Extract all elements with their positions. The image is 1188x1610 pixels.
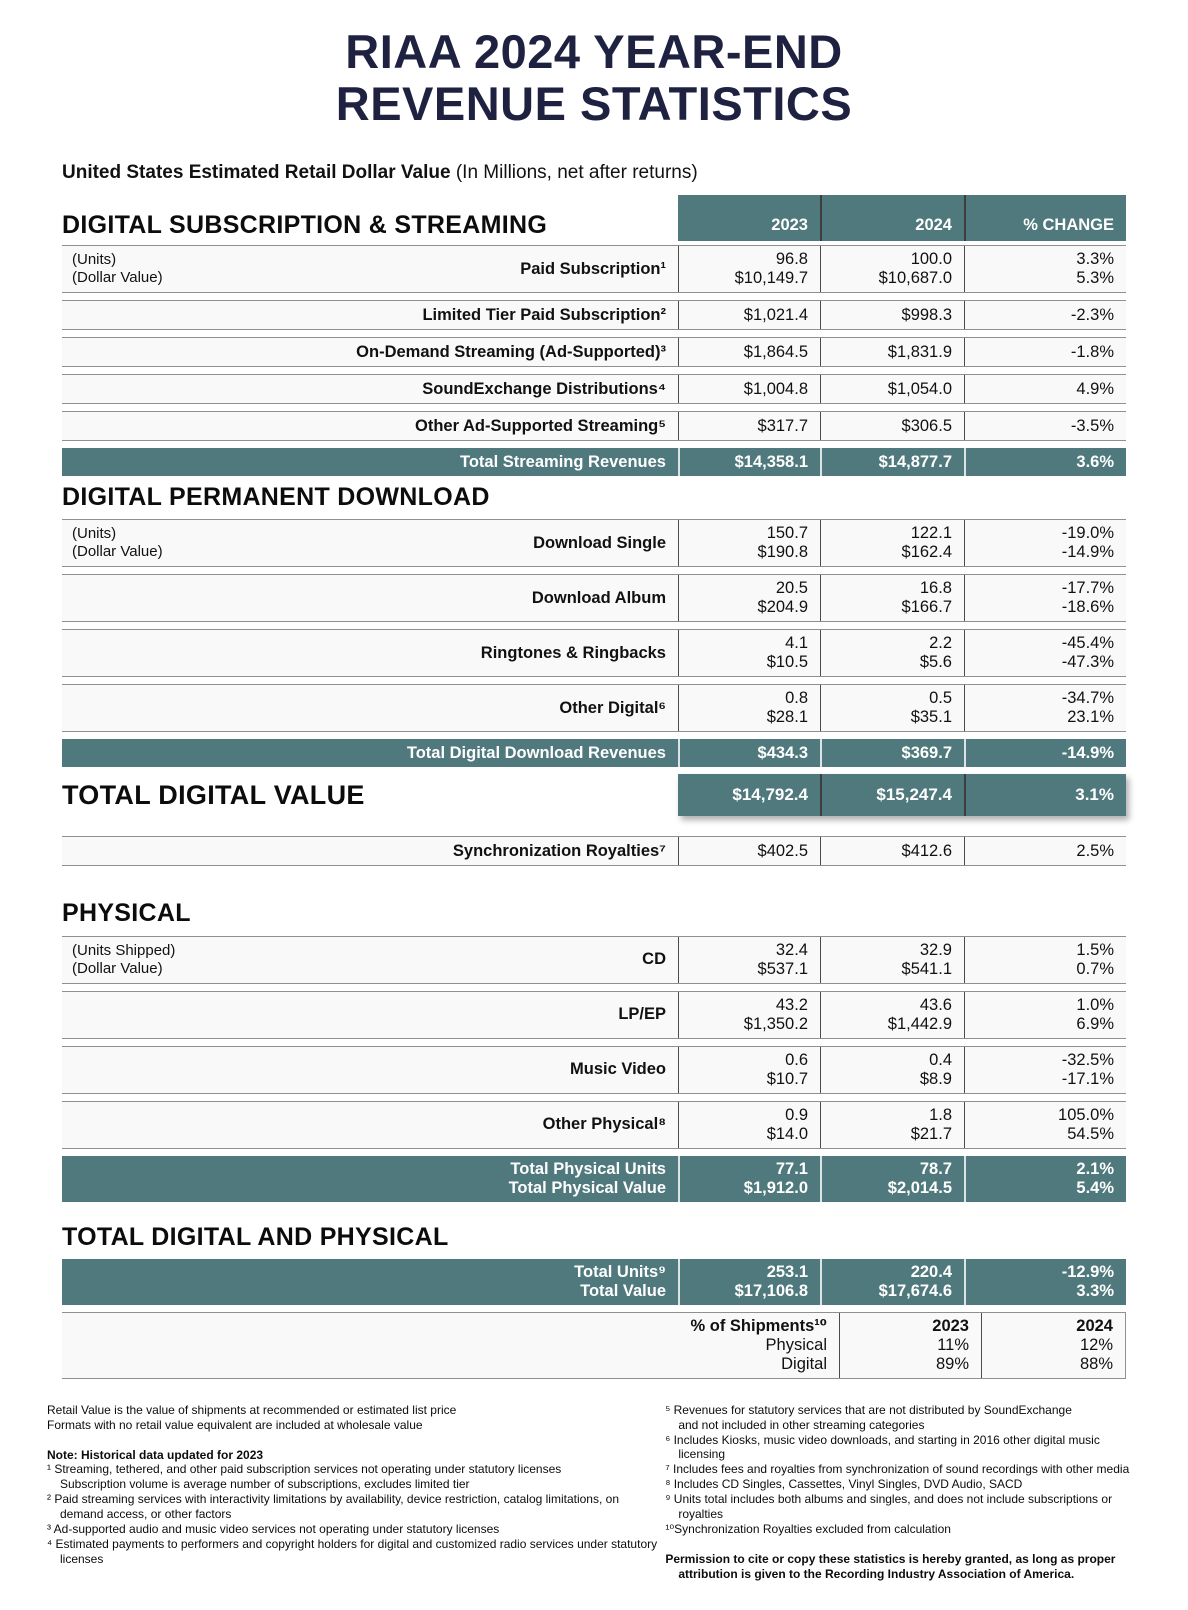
value-line: $1,021.4 (743, 305, 808, 324)
value-line: $541.1 (901, 959, 952, 978)
row-label: Limited Tier Paid Subscription² (422, 305, 666, 324)
value-line: $10,149.7 (734, 269, 808, 288)
value-line: 88% (1079, 1354, 1113, 1373)
value-line: $166.7 (901, 598, 952, 617)
value-line: $1,912.0 (743, 1178, 808, 1197)
column-header-2024 (820, 195, 964, 241)
value-line: $10,687.0 (878, 269, 952, 288)
value-line: 0.4 (929, 1050, 952, 1069)
value-cell-2024 (820, 246, 964, 292)
value-line: -47.3% (1061, 653, 1114, 672)
footnote: ⁹ Units total includes both albums and singles, and does not include subscriptions or royalties (665, 1492, 1113, 1521)
row-label: Ringtones & Ringbacks (480, 643, 666, 662)
value-cell-change (964, 301, 1126, 329)
value-cell-2024 (820, 375, 964, 403)
value-line: -32.5% (1061, 1050, 1114, 1069)
row-label-cell (62, 1313, 839, 1378)
value-line: $402.5 (757, 841, 808, 860)
row-label-cell (62, 685, 678, 731)
table-row (62, 519, 1126, 567)
value-line: 20.5 (775, 579, 808, 598)
subtitle-note: (In Millions, net after returns) (450, 162, 698, 184)
row-label: Digital (781, 1354, 827, 1373)
value-line: -14.9% (1061, 543, 1114, 562)
value-line: $1,350.2 (743, 1014, 808, 1033)
value-cell-2023 (678, 937, 820, 983)
column-header-2023 (678, 195, 820, 241)
value-line: -18.6% (1061, 598, 1114, 617)
section-heading: PHYSICAL (62, 899, 191, 928)
table-row (62, 936, 1126, 984)
value-cell-2024 (820, 448, 964, 476)
value-line: 105.0% (1058, 1105, 1114, 1124)
units-note-line: (Units) (72, 525, 117, 543)
value-cell-2024 (820, 630, 964, 676)
footnote: ⁴ Estimated payments to performers and copyright holders for digital and customized radio services under statutory licenses (47, 1536, 658, 1566)
value-cell-2023 (678, 338, 820, 366)
row-label-cell (62, 338, 678, 366)
value-line: 100.0 (910, 250, 952, 269)
row-label: SoundExchange Distributions⁴ (422, 379, 666, 398)
value-line: $8.9 (919, 1069, 952, 1088)
footnote: ³ Ad-supported audio and music video services not operating under statutory licenses (47, 1521, 500, 1536)
value-line: 220.4 (910, 1262, 952, 1281)
value-line: $369.7 (901, 743, 952, 762)
table-row (62, 245, 1126, 293)
footnote: Subscription volume is average number of subscriptions, excludes limited tier (60, 1477, 470, 1492)
row-label: Total Physical Value (508, 1178, 666, 1197)
value-cell-change (964, 1047, 1126, 1093)
value-line: 0.6 (785, 1050, 808, 1069)
row-label-cell (62, 1259, 678, 1305)
value-line: $10.7 (766, 1069, 808, 1088)
value-line: $434.3 (757, 743, 808, 762)
riaa-year-end-report (0, 26, 1188, 1610)
footnote: ¹⁰Synchronization Royalties excluded from calculation (665, 1521, 951, 1536)
value-line: $5.6 (919, 653, 952, 672)
value-cell-change (964, 520, 1126, 566)
footnote: ⁶ Includes Kiosks, music video downloads, and starting in 2016 other digital music licensing (665, 1432, 1100, 1462)
footnotes-left-column (47, 1403, 657, 1582)
units-note (72, 525, 163, 561)
value-line: 16.8 (919, 579, 952, 598)
value-cell-2023 (678, 575, 820, 621)
table-row (62, 374, 1126, 404)
table-row (62, 411, 1126, 441)
value-cell-2024 (820, 685, 964, 731)
value-cell-2024 (820, 1047, 964, 1093)
value-line: -17.7% (1061, 579, 1114, 598)
row-label: Physical (765, 1335, 827, 1354)
value-cell-change (964, 1156, 1126, 1202)
row-label-cell (62, 992, 678, 1038)
units-note-line: (Dollar Value) (72, 959, 163, 977)
value-cell-change (964, 375, 1126, 403)
value-line: 32.9 (919, 940, 952, 959)
grand-total-band (62, 774, 1126, 816)
value-line: $204.9 (757, 598, 808, 617)
row-label: Other Digital⁶ (559, 698, 666, 717)
row-label: LP/EP (618, 1005, 666, 1024)
footnote: ⁷ Includes fees and royalties from synchronization of sound recordings with other media (665, 1462, 1130, 1477)
value-line: $1,442.9 (887, 1014, 952, 1033)
value-line: 32.4 (775, 940, 808, 959)
row-label: Total Units⁹ (574, 1262, 666, 1281)
value-line: -1.8% (1070, 342, 1114, 361)
value-line: 4.1 (785, 634, 808, 653)
section-heading: DIGITAL PERMANENT DOWNLOAD (62, 483, 490, 512)
value-line: $14,358.1 (734, 452, 808, 471)
value-line: -2.3% (1070, 305, 1114, 324)
row-label: Synchronization Royalties⁷ (452, 841, 666, 860)
value-line: $190.8 (757, 543, 808, 562)
value-line: 43.2 (775, 995, 808, 1014)
units-note-line: (Units Shipped) (72, 941, 176, 959)
value-line: 23.1% (1067, 708, 1114, 727)
value-line: -12.9% (1061, 1262, 1114, 1281)
synchronization-royalties-row (62, 836, 1126, 866)
value-line: 54.5% (1067, 1124, 1114, 1143)
value-cell-change (964, 1259, 1126, 1305)
column-header-label: 2024 (915, 216, 952, 235)
value-line: $162.4 (901, 543, 952, 562)
row-label: Download Album (531, 588, 666, 607)
column-header-label: 2023 (771, 216, 808, 235)
value-cell-change (964, 246, 1126, 292)
units-note-line: (Units) (72, 251, 117, 269)
total-row (62, 448, 1126, 476)
value-cell-2024 (820, 937, 964, 983)
value-line: $28.1 (766, 708, 808, 727)
column-header-label: % CHANGE (1023, 216, 1114, 235)
value-line: 2.5% (1076, 841, 1114, 860)
row-label-cell (62, 448, 678, 476)
value-cell-2024 (820, 412, 964, 440)
grand-total-cells (678, 774, 1126, 816)
footnote: Retail Value is the value of shipments at recommended or estimated list price (47, 1402, 457, 1417)
value-cell-change (964, 412, 1126, 440)
grand-total-value-change: 3.1% (964, 774, 1126, 816)
value-cell-2024 (820, 739, 964, 767)
value-line: 6.9% (1076, 1014, 1114, 1033)
row-label-cell (62, 937, 678, 983)
value-line: 2.2 (929, 634, 952, 653)
value-line: 12% (1079, 1335, 1113, 1354)
value-cell-2023 (678, 448, 820, 476)
value-line: $17,674.6 (878, 1281, 952, 1300)
row-label-cell (62, 630, 678, 676)
value-cell-2024 (820, 837, 964, 865)
value-line: -14.9% (1061, 743, 1114, 762)
value-cell-2023 (678, 992, 820, 1038)
value-cell-change (964, 1102, 1126, 1148)
row-label: Download Single (533, 533, 666, 552)
value-line: 89% (935, 1354, 969, 1373)
column-headers (678, 195, 1126, 241)
value-line: -34.7% (1061, 689, 1114, 708)
row-label: Total Value (580, 1281, 666, 1300)
row-label: Other Physical⁸ (542, 1115, 666, 1134)
value-line: 2023 (932, 1316, 969, 1335)
value-cell-change (964, 575, 1126, 621)
row-label: On-Demand Streaming (Ad-Supported)³ (356, 342, 666, 361)
table-row (62, 684, 1126, 732)
row-label: Total Digital Download Revenues (406, 743, 666, 762)
row-label: Total Physical Units (510, 1159, 666, 1178)
value-cell-2024 (820, 1102, 964, 1148)
value-line: 43.6 (919, 995, 952, 1014)
value-cell-change (964, 685, 1126, 731)
table-row (62, 300, 1126, 330)
value-line: $306.5 (901, 416, 952, 435)
footnote: ¹ Streaming, tethered, and other paid subscription services not operating under statutory licenses (47, 1462, 562, 1477)
value-cell-2024 (820, 338, 964, 366)
units-note (72, 251, 163, 287)
value-cell-2023 (678, 520, 820, 566)
row-label-cell (62, 575, 678, 621)
value-cell-2023 (678, 837, 820, 865)
title-line-1: RIAA 2024 YEAR-END (345, 25, 843, 78)
value-line: 122.1 (910, 524, 952, 543)
value-cell-2024 (981, 1313, 1125, 1378)
value-line: 253.1 (766, 1262, 808, 1281)
value-line: $35.1 (910, 708, 952, 727)
value-line: $998.3 (901, 305, 952, 324)
row-label-cell (62, 1102, 678, 1148)
value-line: 1.5% (1076, 940, 1114, 959)
section-heading: TOTAL DIGITAL AND PHYSICAL (62, 1222, 449, 1251)
footnote: ² Paid streaming services with interactivity limitations by availability, device restriction, catalog limitations, on demand access, or other factors (47, 1492, 619, 1522)
units-note-line: (Dollar Value) (72, 543, 163, 561)
row-label: Paid Subscription¹ (520, 259, 666, 278)
row-label-cell (62, 1156, 678, 1202)
footnote: ⁵ Revenues for statutory services that are not distributed by SoundExchange (665, 1402, 1072, 1417)
value-cell-change (964, 448, 1126, 476)
value-cell-change (964, 630, 1126, 676)
grand-total-row (62, 1259, 1126, 1305)
value-line: 0.7% (1076, 959, 1114, 978)
value-cell-2023 (678, 1047, 820, 1093)
value-line: 1.8 (929, 1105, 952, 1124)
value-cell-2024 (820, 1259, 964, 1305)
row-label-cell (62, 412, 678, 440)
table-row (62, 337, 1126, 367)
value-line: $317.7 (757, 416, 808, 435)
value-line: $537.1 (757, 959, 808, 978)
value-cell-2023 (678, 1156, 820, 1202)
row-label-cell (62, 837, 678, 865)
section-header (62, 484, 1126, 513)
grand-total-heading: TOTAL DIGITAL VALUE (62, 779, 365, 810)
value-line: 78.7 (919, 1159, 952, 1178)
grand-total-value-2023: $14,792.4 (678, 774, 820, 816)
value-cell-2023 (678, 375, 820, 403)
value-line: 5.3% (1076, 269, 1114, 288)
footnote: ⁸ Includes CD Singles, Cassettes, Vinyl Singles, DVD Audio, SACD (665, 1477, 1023, 1492)
value-cell-2023 (678, 630, 820, 676)
value-line: 5.4% (1076, 1178, 1114, 1197)
value-line: $21.7 (910, 1124, 952, 1143)
value-cell-2023 (678, 1102, 820, 1148)
value-line: -19.0% (1061, 524, 1114, 543)
value-line: 0.5 (929, 689, 952, 708)
value-line: 3.3% (1076, 250, 1114, 269)
value-line: 3.3% (1076, 1281, 1114, 1300)
value-line: $14,877.7 (878, 452, 952, 471)
row-label-cell (62, 246, 678, 292)
value-cell-2023 (678, 301, 820, 329)
section-header (62, 900, 1126, 929)
row-label-cell (62, 1047, 678, 1093)
section-heading: DIGITAL SUBSCRIPTION & STREAMING (62, 210, 548, 239)
table-row (62, 991, 1126, 1039)
value-line: -17.1% (1061, 1069, 1114, 1088)
row-label: % of Shipments¹⁰ (690, 1316, 827, 1335)
value-line: $10.5 (766, 653, 808, 672)
row-label: Other Ad-Supported Streaming⁵ (415, 416, 666, 435)
value-cell-2024 (820, 301, 964, 329)
value-line: 0.9 (785, 1105, 808, 1124)
value-line: 3.6% (1076, 452, 1114, 471)
value-line: 77.1 (775, 1159, 808, 1178)
value-cell-change (964, 739, 1126, 767)
footnote: Permission to cite or copy these statistics is hereby granted, as long as proper attribution is given to the Recording Industry Association of America. (665, 1551, 1116, 1581)
total-row (62, 1156, 1126, 1202)
footnotes-right-column (665, 1403, 1148, 1582)
value-line: 1.0% (1076, 995, 1114, 1014)
statistics-table (62, 195, 1126, 1379)
row-label: Total Streaming Revenues (459, 452, 666, 471)
value-cell-2023 (839, 1313, 981, 1378)
column-header-change (964, 195, 1126, 241)
table-row (62, 1101, 1126, 1149)
section-header (62, 1224, 1126, 1253)
row-label-cell (62, 375, 678, 403)
row-label: Music Video (570, 1060, 666, 1079)
units-note (72, 942, 175, 978)
value-line: $2,014.5 (887, 1178, 952, 1197)
subtitle (62, 162, 1188, 185)
row-label-cell (62, 520, 678, 566)
value-cell-2023 (678, 412, 820, 440)
row-label-cell (62, 301, 678, 329)
value-cell-2024 (820, 575, 964, 621)
value-line: 2.1% (1076, 1159, 1114, 1178)
value-line: -45.4% (1061, 634, 1114, 653)
grand-total-value-2024: $15,247.4 (820, 774, 964, 816)
value-line: 4.9% (1076, 379, 1114, 398)
value-cell-2023 (678, 1259, 820, 1305)
value-cell-change (964, 937, 1126, 983)
value-line: 0.8 (785, 689, 808, 708)
value-line: $1,864.5 (743, 342, 808, 361)
units-note-line: (Dollar Value) (72, 269, 163, 287)
value-line: $14.0 (766, 1124, 808, 1143)
section-header (62, 195, 1126, 241)
table-row (62, 574, 1126, 622)
value-cell-change (964, 992, 1126, 1038)
value-line: 2024 (1076, 1316, 1113, 1335)
value-line: 96.8 (775, 250, 808, 269)
total-row (62, 739, 1126, 767)
value-cell-2024 (820, 520, 964, 566)
value-cell-2024 (820, 992, 964, 1038)
value-line: 11% (937, 1335, 969, 1354)
footnote: Note: Historical data updated for 2023 (47, 1447, 264, 1462)
value-cell-change (964, 837, 1126, 865)
value-cell-2024 (820, 1156, 964, 1202)
value-line: 150.7 (766, 524, 808, 543)
footnotes (47, 1403, 1148, 1582)
value-line: -3.5% (1070, 416, 1114, 435)
table-row (62, 1046, 1126, 1094)
footnote: Formats with no retail value equivalent are included at wholesale value (47, 1417, 423, 1432)
value-cell-change (964, 338, 1126, 366)
value-line: $17,106.8 (734, 1281, 808, 1300)
row-label: CD (642, 950, 666, 969)
page-title (0, 26, 1188, 130)
footnote: and not included in other streaming categories (678, 1417, 925, 1432)
subtitle-bold: United States Estimated Retail Dollar Value (62, 162, 451, 184)
value-line: $1,004.8 (743, 379, 808, 398)
value-cell-2023 (678, 685, 820, 731)
value-line: $412.6 (901, 841, 952, 860)
title-line-2: REVENUE STATISTICS (335, 77, 853, 131)
row-label-cell (62, 739, 678, 767)
table-row (62, 629, 1126, 677)
value-line: $1,054.0 (887, 379, 952, 398)
shipments-percentage-row (62, 1312, 1126, 1379)
value-line: $1,831.9 (887, 342, 952, 361)
value-cell-2023 (678, 739, 820, 767)
value-cell-2023 (678, 246, 820, 292)
